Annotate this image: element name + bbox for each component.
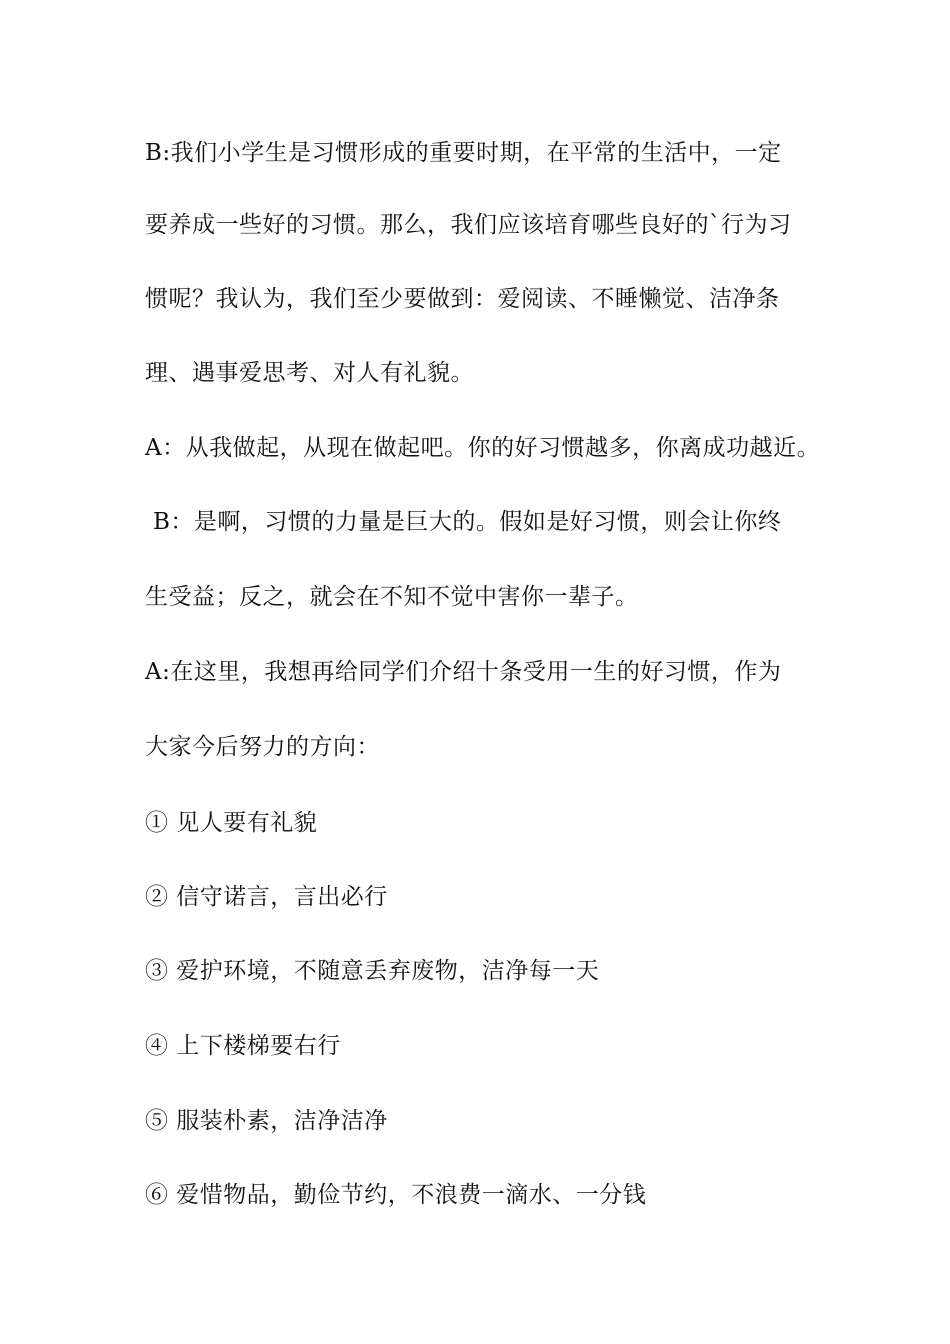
- paragraph-line: 惯呢？我认为，我们至少要做到：爱阅读、不睡懒觉、洁净条: [145, 286, 780, 312]
- list-item: ① 见人要有礼貌: [145, 810, 318, 836]
- list-item: ⑤ 服装朴素，洁净洁净: [145, 1108, 388, 1134]
- list-item: ④ 上下楼梯要右行: [145, 1033, 341, 1059]
- paragraph-line: 要养成一些好的习惯。那么，我们应该培育哪些良好的`行为习: [145, 212, 792, 238]
- paragraph-line: 理、遇事爱思考、对人有礼貌。: [145, 360, 474, 386]
- paragraph-line: B:我们小学生是习惯形成的重要时期，在平常的生活中，一定: [145, 140, 782, 166]
- paragraph-line: 大家今后努力的方向：: [145, 734, 380, 760]
- paragraph-line: B：是啊，习惯的力量是巨大的。假如是好习惯，则会让你终: [153, 509, 782, 535]
- paragraph-line: 生受益；反之，就会在不知不觉中害你一辈子。: [145, 584, 639, 610]
- list-item: ② 信守诺言，言出必行: [145, 884, 388, 910]
- list-item: ⑥ 爱惜物品，勤俭节约，不浪费一滴水、一分钱: [145, 1182, 647, 1208]
- list-item: ③ 爱护环境，不随意丢弃废物，洁净每一天: [145, 958, 600, 984]
- paragraph-line: A:在这里，我想再给同学们介绍十条受用一生的好习惯，作为: [145, 659, 782, 685]
- paragraph-line: A：从我做起，从现在做起吧。你的好习惯越多，你离成功越近。: [145, 435, 821, 461]
